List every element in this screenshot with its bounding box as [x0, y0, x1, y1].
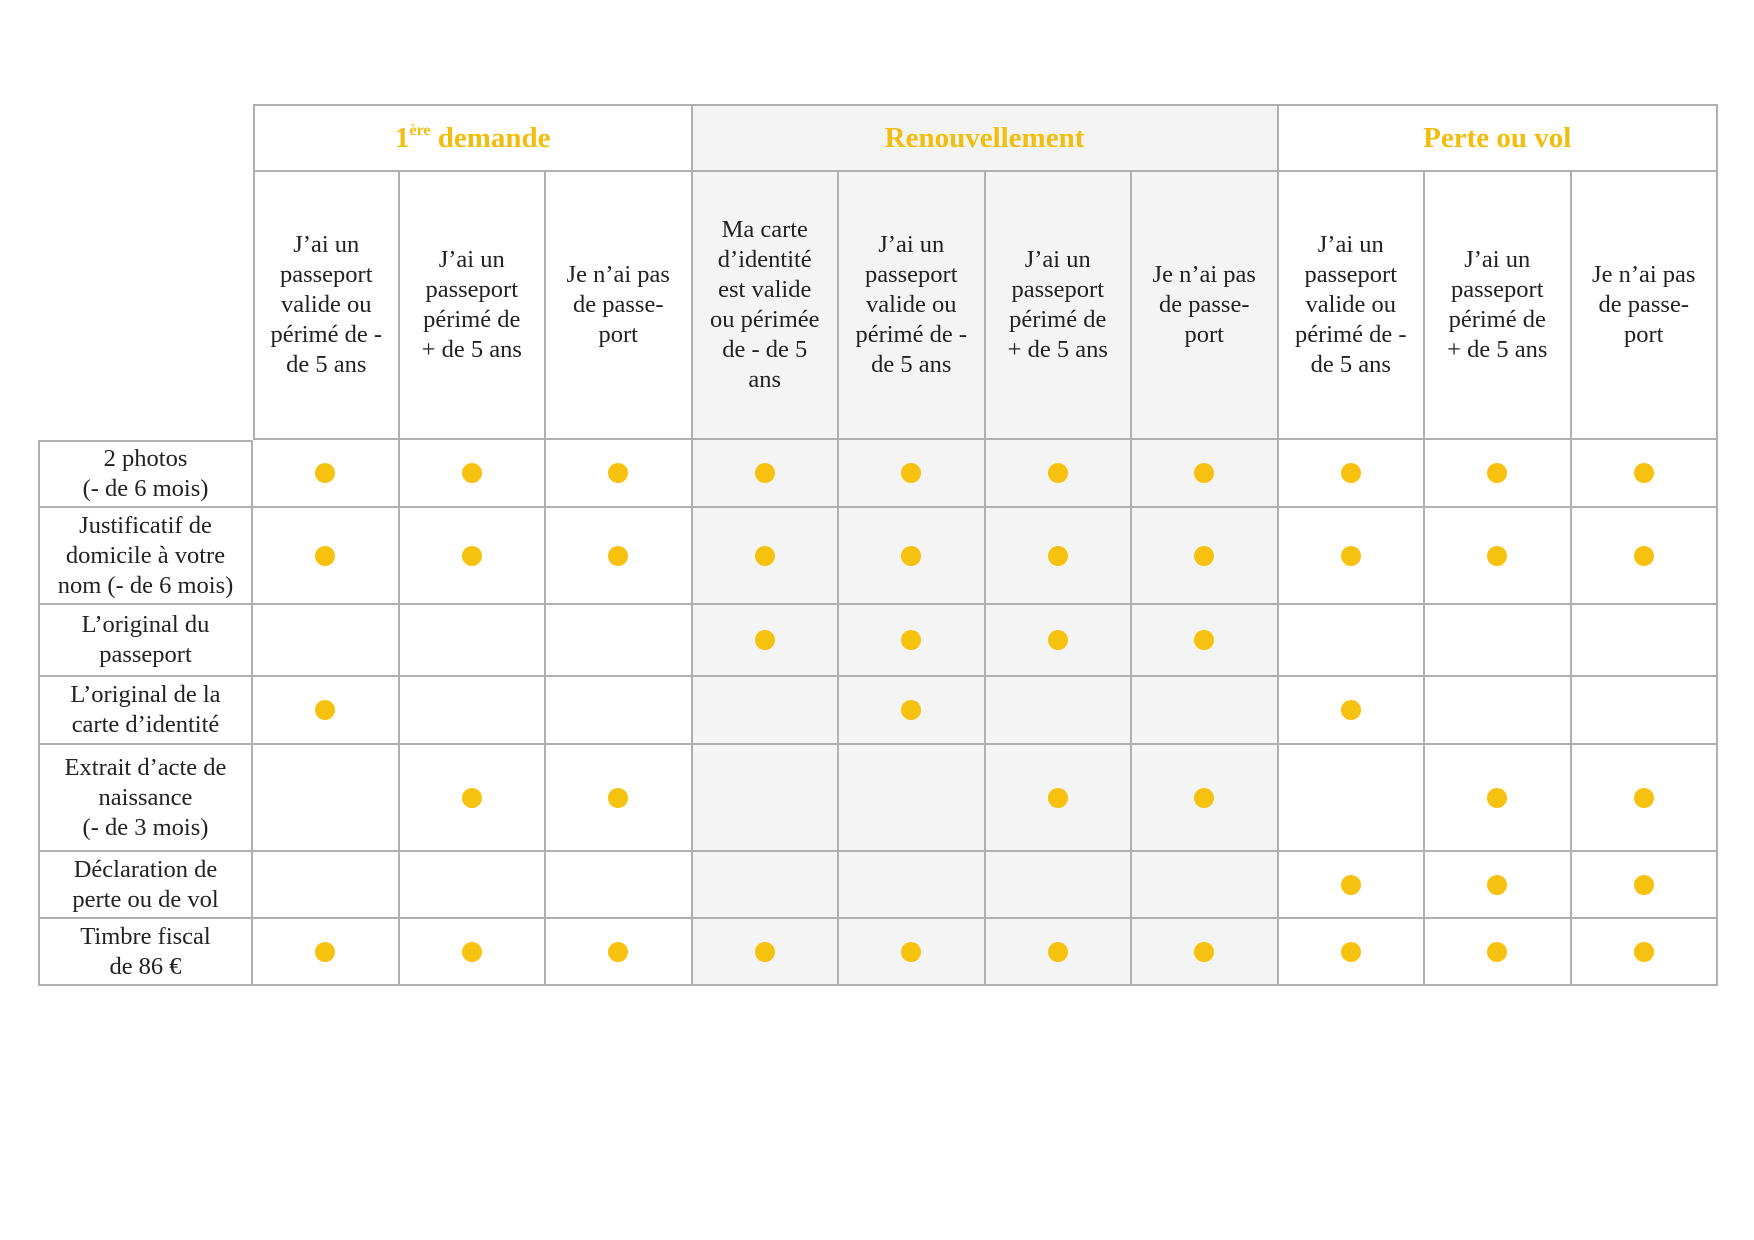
- required-dot-icon: [1194, 942, 1214, 962]
- table-cell: [1425, 919, 1572, 986]
- required-dot-icon: [1487, 463, 1507, 483]
- required-dot-icon: [1634, 875, 1654, 895]
- table-cell: [693, 508, 840, 605]
- table-cell: [546, 852, 693, 919]
- required-dot-icon: [1634, 942, 1654, 962]
- group-header-label: [885, 122, 1085, 155]
- table-cell: [546, 605, 693, 677]
- row-label-text: L’original de la carte d’identité: [70, 681, 221, 738]
- table-cell: [546, 919, 693, 986]
- column-header: [1279, 172, 1426, 440]
- column-header: [546, 172, 693, 440]
- required-dot-icon: [1487, 942, 1507, 962]
- column-header-label: Ma carte d’identité est valide ou périmée de - de 5 ans: [709, 216, 820, 393]
- required-dot-icon: [1341, 463, 1361, 483]
- table-cell: [1425, 508, 1572, 605]
- requirements-table: [38, 104, 1718, 986]
- table-cell: [1572, 745, 1719, 852]
- row-label-text: Timbre fiscal de 86 €: [80, 922, 211, 980]
- column-header: [986, 172, 1133, 440]
- table-cell: [1425, 605, 1572, 677]
- group-label-main: Renouvellement: [884, 121, 1085, 154]
- required-dot-icon: [1487, 546, 1507, 566]
- required-dot-icon: [1487, 788, 1507, 808]
- required-dot-icon: [901, 463, 921, 483]
- table-cell: [693, 677, 840, 745]
- group-label-main: 1: [394, 121, 410, 154]
- column-header: [839, 172, 986, 440]
- table-cell: [1132, 508, 1279, 605]
- required-dot-icon: [462, 788, 482, 808]
- required-dot-icon: [755, 463, 775, 483]
- table-cell: [693, 745, 840, 852]
- table-cell: [1279, 677, 1426, 745]
- table-cell: [1425, 852, 1572, 919]
- table-cell: [839, 852, 986, 919]
- group-label-main: Perte ou vol: [1423, 121, 1572, 154]
- column-header-label: J’ai un passeport valide ou périmé de - de 5 ans: [270, 231, 383, 378]
- table-cell: [1132, 605, 1279, 677]
- column-header-label: J’ai un passeport périmé de + de 5 ans: [1447, 246, 1548, 363]
- table-cell: [839, 919, 986, 986]
- table-cell: [546, 440, 693, 508]
- table-cell: [839, 440, 986, 508]
- table-cell: [253, 745, 400, 852]
- group-label-rest: demande: [430, 121, 551, 154]
- table-cell: [986, 852, 1133, 919]
- required-dot-icon: [1634, 788, 1654, 808]
- column-header-label: J’ai un passeport valide ou périmé de - de 5 ans: [1294, 231, 1407, 378]
- table-cell: [839, 677, 986, 745]
- table-cell: [839, 745, 986, 852]
- required-dot-icon: [462, 942, 482, 962]
- table-cell: [546, 745, 693, 852]
- table-cell: [986, 745, 1133, 852]
- required-dot-icon: [1341, 546, 1361, 566]
- required-dot-icon: [462, 546, 482, 566]
- table-cell: [253, 852, 400, 919]
- table-cell: [1132, 745, 1279, 852]
- column-header-label: J’ai un passeport périmé de + de 5 ans: [421, 246, 522, 363]
- row-label-text: 2 photos (- de 6 mois): [82, 445, 209, 502]
- required-dot-icon: [1048, 546, 1068, 566]
- required-dot-icon: [315, 942, 335, 962]
- group-header: [253, 104, 693, 172]
- table-cell: [1132, 677, 1279, 745]
- table-cell: [253, 440, 400, 508]
- table-cell: [1572, 919, 1719, 986]
- row-label: [38, 919, 253, 986]
- required-dot-icon: [608, 463, 628, 483]
- column-header-label: Je n’ai pas de passe- port: [566, 261, 670, 348]
- required-dot-icon: [1341, 942, 1361, 962]
- required-dot-icon: [315, 463, 335, 483]
- table-cell: [253, 919, 400, 986]
- required-dot-icon: [901, 630, 921, 650]
- row-label: [38, 605, 253, 677]
- table-cell: [253, 508, 400, 605]
- table-cell: [1279, 605, 1426, 677]
- table-cell: [400, 508, 547, 605]
- column-header-label: J’ai un passeport valide ou périmé de - de 5 ans: [855, 231, 968, 378]
- required-dot-icon: [1194, 546, 1214, 566]
- required-dot-icon: [1048, 788, 1068, 808]
- column-header: [400, 172, 547, 440]
- required-dot-icon: [608, 942, 628, 962]
- table-cell: [693, 919, 840, 986]
- table-cell: [1132, 919, 1279, 986]
- table-cell: [1279, 919, 1426, 986]
- table-cell: [986, 919, 1133, 986]
- table-cell: [1132, 852, 1279, 919]
- column-header: [693, 172, 840, 440]
- table-cell: [1572, 605, 1719, 677]
- required-dot-icon: [315, 700, 335, 720]
- table-cell: [546, 508, 693, 605]
- table-cell: [1572, 508, 1719, 605]
- row-label: [38, 440, 253, 508]
- required-dot-icon: [1341, 875, 1361, 895]
- row-label-text: Extrait d’acte de naissance (- de 3 mois): [64, 753, 227, 841]
- table-cell: [400, 605, 547, 677]
- row-label: [38, 677, 253, 745]
- required-dot-icon: [1048, 942, 1068, 962]
- required-dot-icon: [755, 630, 775, 650]
- required-dot-icon: [1634, 463, 1654, 483]
- required-dot-icon: [1048, 630, 1068, 650]
- required-dot-icon: [1194, 630, 1214, 650]
- column-header-label: J’ai un passeport périmé de + de 5 ans: [1007, 246, 1108, 363]
- required-dot-icon: [755, 546, 775, 566]
- required-dot-icon: [755, 942, 775, 962]
- column-header: [1425, 172, 1572, 440]
- table-cell: [1425, 440, 1572, 508]
- group-header-label: [1423, 122, 1571, 155]
- table-cell: [400, 852, 547, 919]
- table-cell: [1425, 745, 1572, 852]
- table-cell: [1279, 745, 1426, 852]
- table-cell: [1279, 440, 1426, 508]
- column-header: [1572, 172, 1719, 440]
- group-header: [693, 104, 1279, 172]
- required-dot-icon: [1194, 463, 1214, 483]
- group-label-sup: ère: [409, 121, 431, 139]
- table-cell: [546, 677, 693, 745]
- required-dot-icon: [1194, 788, 1214, 808]
- column-header: [1132, 172, 1279, 440]
- table-cell: [253, 605, 400, 677]
- required-dot-icon: [901, 700, 921, 720]
- row-label: [38, 852, 253, 919]
- table-cell: [986, 508, 1133, 605]
- required-dot-icon: [315, 546, 335, 566]
- table-cell: [693, 440, 840, 508]
- table-cell: [1132, 440, 1279, 508]
- required-dot-icon: [1487, 875, 1507, 895]
- table-cell: [1279, 852, 1426, 919]
- table-cell: [400, 919, 547, 986]
- column-header-label: Je n’ai pas de passe- port: [1152, 261, 1256, 348]
- required-dot-icon: [608, 788, 628, 808]
- table-cell: [400, 745, 547, 852]
- table-cell: [839, 508, 986, 605]
- row-label: [38, 508, 253, 605]
- row-label-text: Justificatif de domicile à votre nom (- de 6 mois): [57, 511, 234, 599]
- group-header-label: [395, 122, 551, 155]
- table-cell: [1425, 677, 1572, 745]
- table-cell: [1572, 677, 1719, 745]
- table-cell: [693, 605, 840, 677]
- required-dot-icon: [462, 463, 482, 483]
- row-label: [38, 745, 253, 852]
- table-cell: [839, 605, 986, 677]
- row-label-text: L’original du passeport: [81, 611, 210, 668]
- table-cell: [400, 440, 547, 508]
- column-header-label: Je n’ai pas de passe- port: [1592, 261, 1696, 348]
- table-cell: [1279, 508, 1426, 605]
- table-cell: [253, 677, 400, 745]
- table-cell: [1572, 440, 1719, 508]
- required-dot-icon: [1634, 546, 1654, 566]
- table-cell: [1572, 852, 1719, 919]
- table-cell: [986, 440, 1133, 508]
- required-dot-icon: [901, 942, 921, 962]
- table-cell: [693, 852, 840, 919]
- column-header: [253, 172, 400, 440]
- required-dot-icon: [1048, 463, 1068, 483]
- table-cell: [400, 677, 547, 745]
- required-dot-icon: [608, 546, 628, 566]
- group-header: [1279, 104, 1719, 172]
- table-cell: [986, 677, 1133, 745]
- table-cell: [986, 605, 1133, 677]
- required-dot-icon: [901, 546, 921, 566]
- required-dot-icon: [1341, 700, 1361, 720]
- row-label-text: Déclaration de perte ou de vol: [72, 855, 219, 913]
